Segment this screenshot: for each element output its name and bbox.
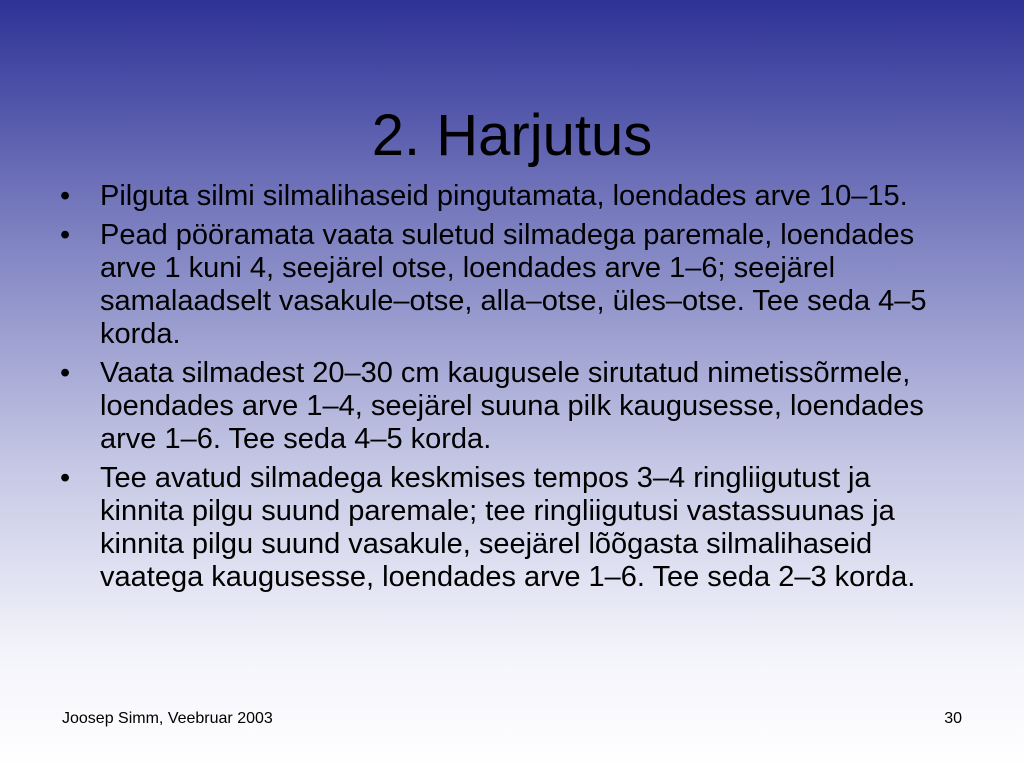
bullet-item bbox=[60, 357, 960, 456]
bullet-marker: • bbox=[60, 462, 71, 494]
bullet-text: Tee avatud silmadega keskmises tempos 3–4 ringliigutust ja kinnita pilgu suund paremale; tee ringliigutusi vastassuunas ja kinnita pilgu suund vasakule, seejärel lõõgasta silmalihaseid vaatega kaugusesse, loendades arve 1–6. Tee seda 2–3 korda. bbox=[100, 462, 916, 593]
bullet-text: Pilguta silmi silmalihaseid pingutamata, loendades arve 10–15. bbox=[100, 180, 908, 212]
bullet-list bbox=[60, 180, 960, 600]
bullet-item bbox=[60, 462, 960, 594]
bullet-marker: • bbox=[60, 180, 71, 212]
slide-number: 30 bbox=[944, 710, 962, 727]
bullet-text: Vaata silmadest 20–30 cm kaugusele sirutatud nimetissõrmele, loendades arve 1–4, seejärel suuna pilk kaugusesse, loendades arve 1–6. Tee seda 4–5 korda. bbox=[100, 357, 924, 455]
bullet-item bbox=[60, 180, 960, 213]
bullet-marker: • bbox=[60, 219, 71, 251]
footer-author: Joosep Simm, Veebruar 2003 bbox=[62, 710, 273, 727]
bullet-marker: • bbox=[60, 357, 71, 389]
bullet-text: Pead pööramata vaata suletud silmadega paremale, loendades arve 1 kuni 4, seejärel otse, loendades arve 1–6; seejärel samalaadselt vasakule–otse, alla–otse, üles–otse. Tee seda 4–5 korda. bbox=[100, 219, 927, 350]
bullet-item bbox=[60, 219, 960, 351]
slide-title: 2. Harjutus bbox=[371, 102, 653, 168]
